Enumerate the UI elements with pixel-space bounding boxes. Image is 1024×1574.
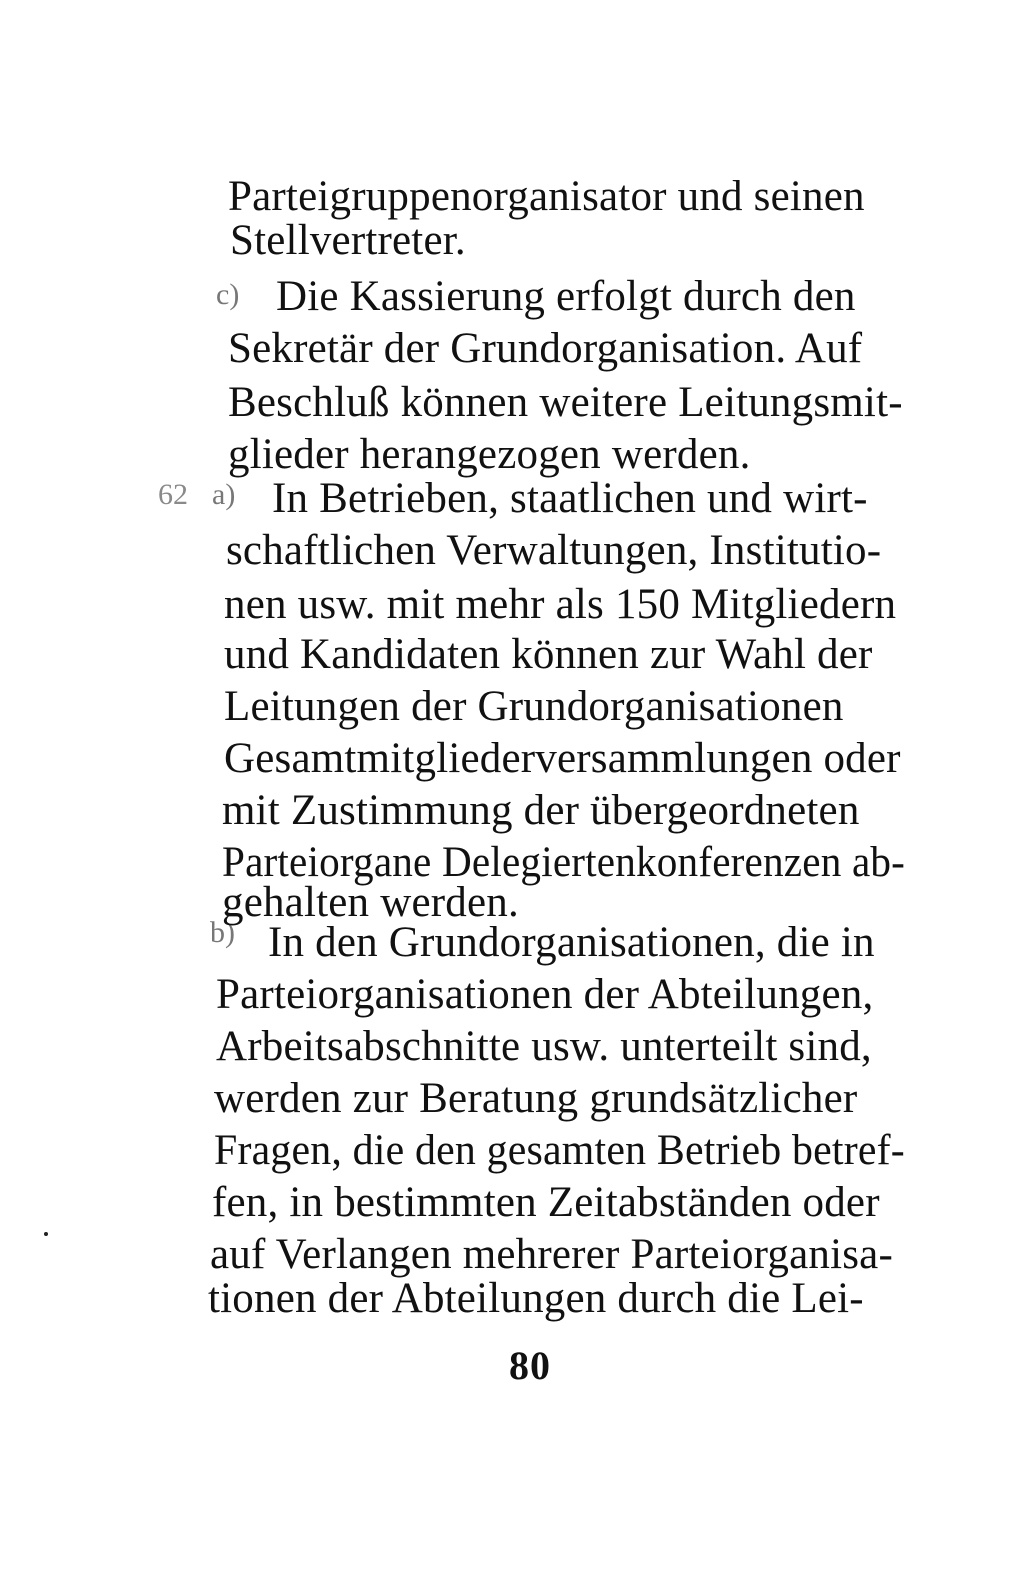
text-line: tionen der Abteilungen durch die Lei- (208, 1275, 864, 1322)
text-line: gehalten werden. (222, 879, 519, 926)
text-line: auf Verlangen mehrerer Parteiorganisa- (210, 1231, 893, 1278)
page-number: 80 (509, 1343, 551, 1388)
margin-dot (44, 1232, 48, 1236)
text-line: Leitungen der Grundorganisationen (224, 683, 844, 730)
text-line: In den Grundorganisationen, die in (268, 919, 875, 966)
marker-c: c) (216, 278, 240, 311)
text-line: Die Kassierung erfolgt durch den (276, 273, 856, 320)
text-line: mit Zustimmung der übergeordneten (222, 787, 860, 834)
text-line: In Betrieben, staatlichen und wirt- (272, 475, 868, 522)
text-line: Beschluß können weitere Leitungsmit- (228, 379, 903, 426)
text-line: Parteiorgane Delegiertenkonferenzen ab- (222, 839, 906, 886)
text-line: fen, in bestimmten Zeitabständen oder (212, 1179, 880, 1226)
text-line: Parteigruppenorganisator und seinen (228, 173, 865, 220)
text-line: Sekretär der Grundorganisation. Auf (228, 325, 863, 372)
marker-a: a) (212, 478, 236, 511)
text-line: schaftlichen Verwaltungen, Institutio- (226, 527, 882, 574)
text-line: nen usw. mit mehr als 150 Mitgliedern (224, 581, 897, 628)
text-line: und Kandidaten können zur Wahl der (224, 631, 873, 678)
text-line: Gesamtmitgliederversammlungen oder (224, 735, 901, 782)
text-line: Fragen, die den gesamten Betrieb betref- (214, 1127, 905, 1174)
margin-paragraph-number: 62 (158, 478, 188, 511)
text-line: Arbeitsabschnitte usw. unterteilt sind, (216, 1023, 872, 1070)
marker-b: b) (210, 916, 235, 949)
text-line: Parteiorganisationen der Abteilungen, (216, 971, 874, 1018)
text-line: werden zur Beratung grundsätzlicher (214, 1075, 858, 1122)
text-line: Stellvertreter. (230, 217, 466, 264)
text-line: glieder herangezogen werden. (228, 431, 751, 478)
